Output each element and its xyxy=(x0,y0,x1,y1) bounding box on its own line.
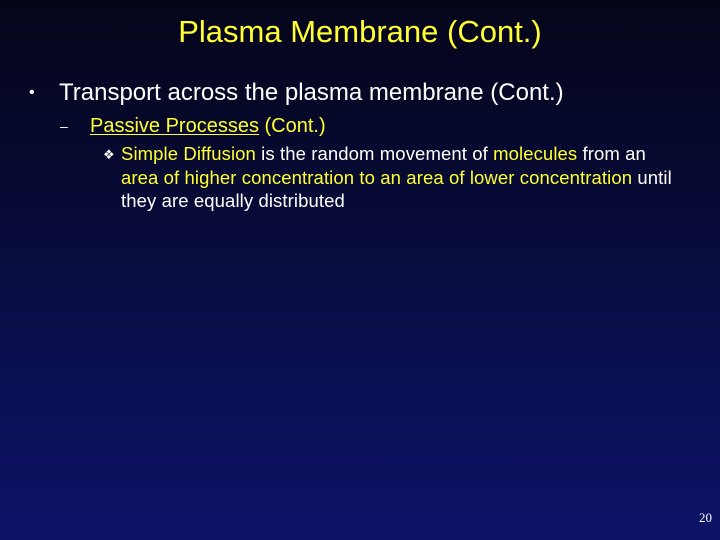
simple-diffusion-term: Simple Diffusion xyxy=(121,143,256,164)
bullet-level-1-text: Transport across the plasma membrane (Cont.) xyxy=(59,79,564,106)
bullet-level-2-text xyxy=(90,112,326,140)
text-segment: from an xyxy=(577,143,646,164)
bullet-level-3-text xyxy=(121,142,681,213)
slide-title: Plasma Membrane (Cont.) xyxy=(178,14,542,49)
page-number: 20 xyxy=(699,510,712,525)
concentration-gradient-term: area of higher concentration to an area of lower concentration xyxy=(121,166,633,188)
bullet-level-1 xyxy=(26,78,706,108)
bullet-dot-icon: • xyxy=(29,84,35,101)
molecules-term: molecules xyxy=(493,143,578,164)
diamond-bullet-icon: ❖ xyxy=(103,147,115,162)
dash-bullet-icon: – xyxy=(60,118,68,134)
text-segment: is the random movement of xyxy=(255,143,494,164)
text-segment: until they are equally distributed xyxy=(121,166,672,211)
bullet-level-2-suffix: (Cont.) xyxy=(258,115,326,137)
bullet-level-2 xyxy=(60,112,700,140)
passive-processes-term: Passive Processes xyxy=(90,115,259,137)
